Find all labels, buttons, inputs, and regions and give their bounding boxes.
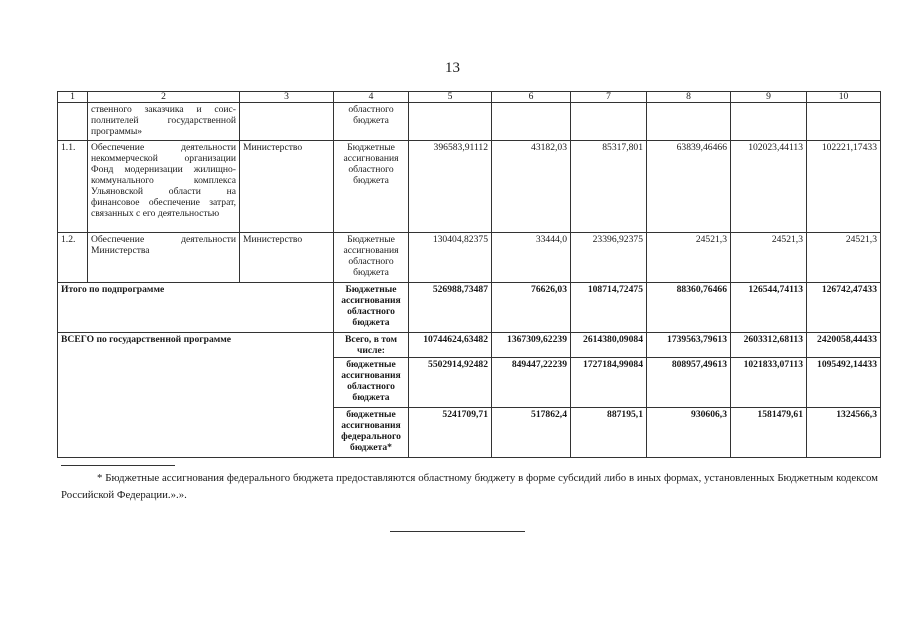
row-value	[409, 103, 492, 141]
row-executor: Министерство	[240, 141, 334, 233]
grand-total-value: 2420058,44433	[807, 333, 881, 358]
page-number: 13	[445, 60, 460, 76]
row-value	[492, 103, 571, 141]
row-value: 102221,17433	[807, 141, 881, 233]
column-number: 6	[492, 92, 571, 103]
grand-total-value: 1367309,62239	[492, 333, 571, 358]
budget-table	[57, 91, 881, 458]
column-number-row	[58, 92, 881, 103]
subtotal-value: 526988,73487	[409, 283, 492, 333]
row-value: 63839,46466	[647, 141, 731, 233]
subtotal-label: Итого по подпрограмме	[58, 283, 334, 333]
table-row	[58, 141, 881, 233]
row-value: 24521,3	[731, 233, 807, 283]
column-number: 4	[334, 92, 409, 103]
grand-total-value: 10744624,63482	[409, 333, 492, 358]
grand-total-value: 1727184,99084	[571, 358, 647, 408]
column-number: 2	[88, 92, 240, 103]
row-value	[571, 103, 647, 141]
grand-total-value: 887195,1	[571, 408, 647, 458]
subtotal-source: Бюджетные ассигнования областного бюджета	[334, 283, 409, 333]
grand-total-value: 808957,49613	[647, 358, 731, 408]
row-value: 24521,3	[647, 233, 731, 283]
row-value: 23396,92375	[571, 233, 647, 283]
row-value	[807, 103, 881, 141]
grand-total-value: 1021833,07113	[731, 358, 807, 408]
grand-total-value: 930606,3	[647, 408, 731, 458]
grand-total-row	[58, 333, 881, 358]
row-source: Бюджетные ассигнования областного бюджета	[334, 233, 409, 283]
row-name: ственного заказчика и соис-полнителей государственной программы»	[88, 103, 240, 141]
row-number: 1.2.	[58, 233, 88, 283]
grand-total-value: 5502914,92482	[409, 358, 492, 408]
grand-total-value: 1095492,14433	[807, 358, 881, 408]
footnote: * Бюджетные ассигнования федерального бюджета предоставляются областному бюджету в форме субсидий либо в иных формах, установленных Бюджетным кодексом Российской Федерации.».».	[61, 472, 878, 501]
row-executor: Министерство	[240, 233, 334, 283]
subtotal-value: 126544,74113	[731, 283, 807, 333]
table-row	[58, 103, 881, 141]
grand-total-value: 2603312,68113	[731, 333, 807, 358]
grand-total-value: 1581479,61	[731, 408, 807, 458]
grand-total-value: 1739563,79613	[647, 333, 731, 358]
grand-total-value: 1324566,3	[807, 408, 881, 458]
row-value: 102023,44113	[731, 141, 807, 233]
row-number: 1.1.	[58, 141, 88, 233]
row-source: Бюджетные ассигнования областного бюджета	[334, 141, 409, 233]
row-value: 43182,03	[492, 141, 571, 233]
column-number: 8	[647, 92, 731, 103]
row-executor	[240, 103, 334, 141]
row-source: областного бюджета	[334, 103, 409, 141]
column-number: 7	[571, 92, 647, 103]
grand-total-value: 5241709,71	[409, 408, 492, 458]
grand-total-source: бюджетные ассигнования федерального бюджета*	[334, 408, 409, 458]
row-number	[58, 103, 88, 141]
row-value: 85317,801	[571, 141, 647, 233]
row-value: 396583,91112	[409, 141, 492, 233]
grand-total-label: ВСЕГО по государственной программе	[58, 333, 334, 458]
column-number: 10	[807, 92, 881, 103]
subtotal-value: 108714,72475	[571, 283, 647, 333]
column-number: 3	[240, 92, 334, 103]
grand-total-source: Всего, в том числе:	[334, 333, 409, 358]
grand-total-value: 849447,22239	[492, 358, 571, 408]
row-value: 33444,0	[492, 233, 571, 283]
end-separator	[390, 531, 525, 532]
grand-total-value: 2614380,09084	[571, 333, 647, 358]
column-number: 9	[731, 92, 807, 103]
subtotal-value: 88360,76466	[647, 283, 731, 333]
subtotal-value: 76626,03	[492, 283, 571, 333]
row-value	[647, 103, 731, 141]
column-number: 5	[409, 92, 492, 103]
grand-total-value: 517862,4	[492, 408, 571, 458]
table-row	[58, 233, 881, 283]
grand-total-source: бюджетные ассигнования областного бюджета	[334, 358, 409, 408]
column-number: 1	[58, 92, 88, 103]
row-name: Обеспечение деятельности некоммерческой организации Фонд модернизации жилищно-коммунального комплекса Ульяновской области на финансовое обеспечение затрат, связанных с его деятельностью	[88, 141, 240, 233]
row-value	[731, 103, 807, 141]
row-value: 24521,3	[807, 233, 881, 283]
row-name: Обеспечение деятельности Министерства	[88, 233, 240, 283]
subtotal-row	[58, 283, 881, 333]
row-value: 130404,82375	[409, 233, 492, 283]
footnote-separator	[61, 465, 175, 466]
subtotal-value: 126742,47433	[807, 283, 881, 333]
